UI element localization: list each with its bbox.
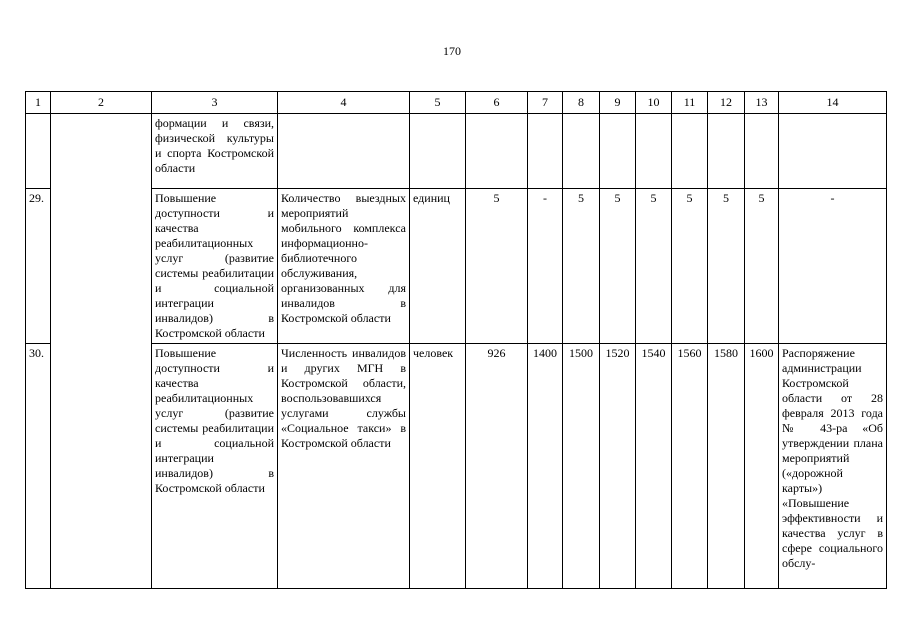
cell-value-9: 1520: [600, 344, 636, 589]
header-cell: 10: [636, 92, 672, 114]
cell-indicator: [278, 114, 410, 189]
cell-value-8: 1500: [563, 344, 600, 589]
cell-event: Повышение доступности и качества реабилитационных услуг (развитие системы реабилитации и социальной интеграции инвалидов) в Костромской области: [152, 189, 278, 344]
cell-value: [672, 114, 708, 189]
table-row-continuation: [26, 114, 887, 189]
cell-event: Повышение доступности и качества реабилитационных услуг (развитие системы реабилитации и социальной интеграции инвалидов) в Костромской области: [152, 344, 278, 589]
cell-value-13: 5: [745, 189, 779, 344]
table-row: [26, 344, 887, 589]
data-table: [25, 91, 887, 589]
header-row: [26, 92, 887, 114]
cell-value-7: 1400: [528, 344, 563, 589]
header-cell: 2: [51, 92, 152, 114]
header-cell: 12: [708, 92, 745, 114]
header-cell: 5: [410, 92, 466, 114]
cell-unit: единиц: [410, 189, 466, 344]
cell-value-13: 1600: [745, 344, 779, 589]
cell-unit: [410, 114, 466, 189]
cell-value: [600, 114, 636, 189]
header-cell: 3: [152, 92, 278, 114]
cell-value-12: 5: [708, 189, 745, 344]
cell-value-12: 1580: [708, 344, 745, 589]
cell-unit: человек: [410, 344, 466, 589]
cell-col2: [51, 114, 152, 189]
cell-value-6: 926: [466, 344, 528, 589]
header-cell: 1: [26, 92, 51, 114]
cell-event: формации и связи, физической культуры и спорта Костромской области: [152, 114, 278, 189]
cell-value-8: 5: [563, 189, 600, 344]
cell-indicator: Численность инвалидов и других МГН в Костромской области, воспользовавшихся услугами службы «Социальное такси» в Костромской области: [278, 344, 410, 589]
cell-document: [779, 114, 887, 189]
cell-col2: [51, 189, 152, 344]
header-cell: 7: [528, 92, 563, 114]
header-cell: 8: [563, 92, 600, 114]
cell-value-11: 5: [672, 189, 708, 344]
cell-value: [528, 114, 563, 189]
header-cell: 14: [779, 92, 887, 114]
cell-document: -: [779, 189, 887, 344]
table-row: [26, 189, 887, 344]
cell-num: 29.: [26, 189, 51, 344]
cell-value-10: 1540: [636, 344, 672, 589]
cell-value-11: 1560: [672, 344, 708, 589]
header-cell: 9: [600, 92, 636, 114]
cell-value: [563, 114, 600, 189]
header-cell: 4: [278, 92, 410, 114]
cell-num: 30.: [26, 344, 51, 589]
page-number: 170: [443, 44, 461, 58]
header-cell: 11: [672, 92, 708, 114]
cell-col2: [51, 344, 152, 589]
cell-value-9: 5: [600, 189, 636, 344]
cell-value: [745, 114, 779, 189]
cell-value-10: 5: [636, 189, 672, 344]
cell-num: [26, 114, 51, 189]
header-cell: 13: [745, 92, 779, 114]
cell-value-7: -: [528, 189, 563, 344]
cell-indicator: Количество выездных мероприятий мобильного комплекса информационно-библиотечного обслуживания, организованных для инвалидов в Костромской области: [278, 189, 410, 344]
header-cell: 6: [466, 92, 528, 114]
cell-value: [708, 114, 745, 189]
cell-document: Распоряжение администрации Костромской области от 28 февраля 2013 года № 43-ра «Об утверждении плана мероприятий («дорожной карты») «Повышение эффективности и качества услуг в сфере социального обслу-: [779, 344, 887, 589]
cell-value: [466, 114, 528, 189]
cell-value: [636, 114, 672, 189]
cell-value-6: 5: [466, 189, 528, 344]
